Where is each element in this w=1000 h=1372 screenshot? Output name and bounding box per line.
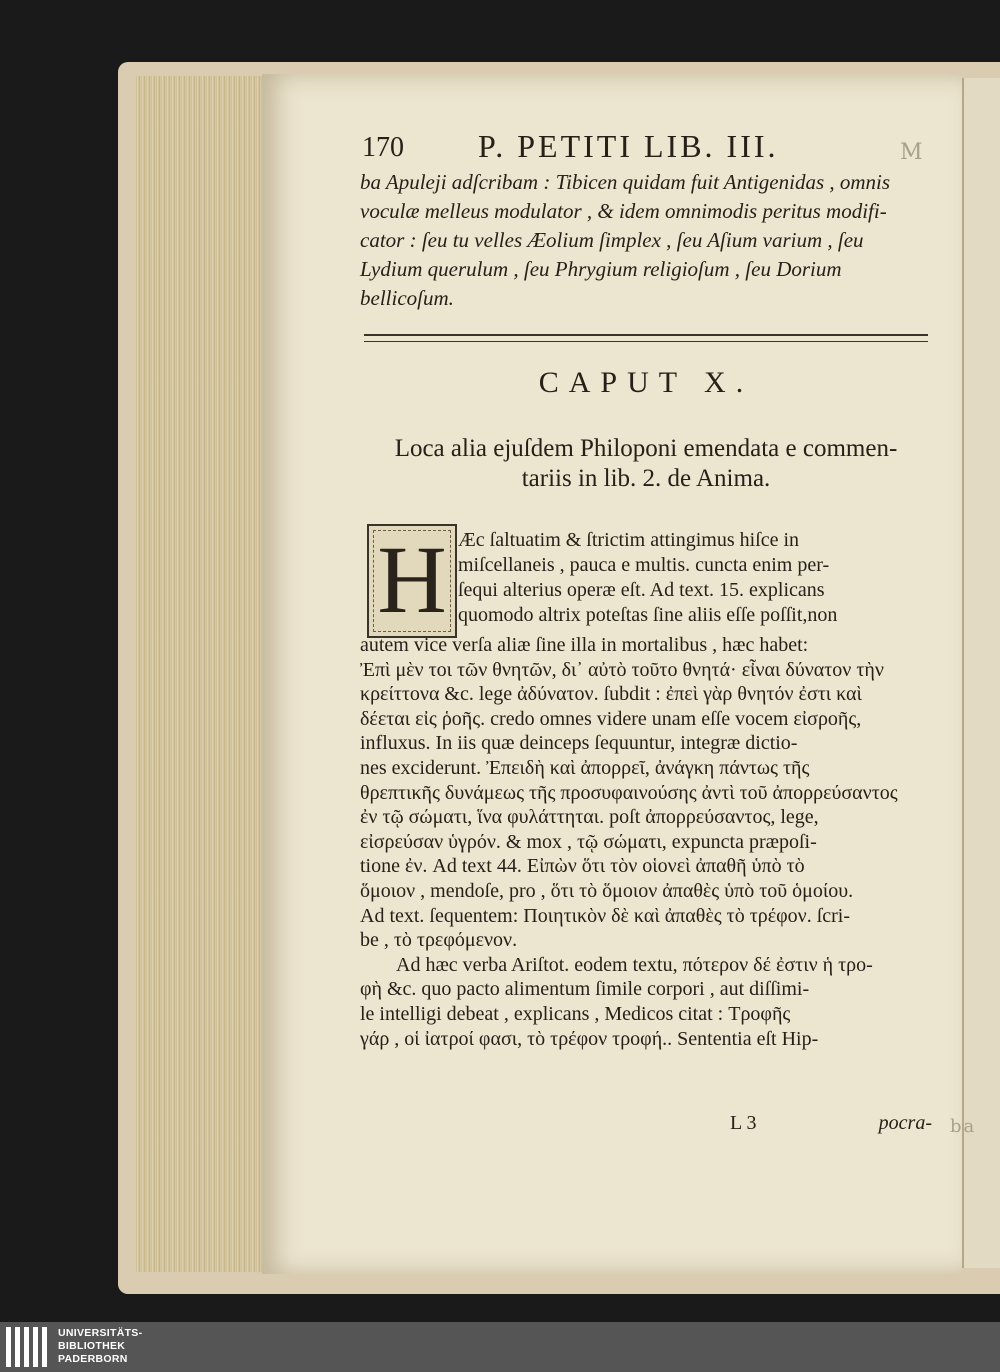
body-line: εἰσρεύσαν ὑγρόν. & mox , τῷ σώματι, expuncta præpoſi- [360,830,817,853]
running-header [362,128,922,168]
first-paragraph-lines [458,528,934,628]
divider-rule [364,334,928,336]
body-line: κρείττονα &c. lege ἀδύνατον. ſubdit : ἐπεὶ γὰρ θνητόν ἐστι καὶ [360,683,862,706]
catchword: pocra- [878,1112,932,1134]
body-line: ὅμοιον , mendoſe, pro , ὅτι τὸ ὅμοιον ἀπαθὲς ὑπὸ τοῦ ὁμοίου. [360,879,854,902]
page-edges [136,76,264,1272]
subtitle-line: Loca alia ejuſdem Philoponi emendata e commen- [394,435,898,462]
body-line: autem vice verſa aliæ ſine illa in mortalibus , hæc habet: [360,634,809,656]
library-footer-bar [0,1322,1000,1372]
divider-rule-thin [364,341,928,342]
body-text [360,633,932,1051]
intro-line: voculæ melleus modulator , & idem omnimodis peritus modifi- [360,199,887,223]
intro-line: cator : ſeu tu velles Æolium ſimplex , ſeu Aſium varium , ſeu [360,228,864,252]
library-name-line: BIBLIOTHEK [58,1340,126,1352]
subtitle-line: tariis in lib. 2. de Anima. [521,465,771,492]
body-line: nes exciderunt. Ἐπειδὴ καὶ ἀπορρεῖ, ἀνάγκη πάντως τῆς [360,756,810,779]
body-line: Ad hæc verba Ariſtot. eodem textu, πότερον δέ ἐστιν ἡ τρο- [396,953,873,976]
library-name-line: PADERBORN [58,1353,128,1365]
body-line: le intelligi debeat , explicans , Medicos citat : Τροφῆς [360,1002,791,1025]
body-line: tione ἐν. Ad text 44. Εἰπὼν ὅτι τὸν οἱονεὶ ἀπαθῆ ὑπὸ τὸ [360,855,805,878]
body-line: Ἐπὶ μὲν τοι τῶν θνητῶν, δι᾽ αὐτὸ τοῦτο θνητά· εἶναι δύνατον τὴν [360,658,884,681]
body-line: influxus. In iis quæ deinceps ſequuntur, integræ dictio- [360,732,798,755]
signature-mark: L 3 [730,1112,757,1134]
intro-line: Lydium querulum , ſeu Phrygium religioſum , ſeu Dorium [360,257,842,281]
intro-line: ba Apuleji adſcribam : Tibicen quidam fuit Antigenidas , omnis [360,170,891,194]
body-line: φὴ &c. quo pacto alimentum ſimile corpori , aut diſſimi- [360,978,810,1001]
intro-line: bellicoſum. [360,286,454,310]
body-line: δέεται εἰς ῥοῆς. credo omnes videre unam eſſe vocem εἰσροῆς, [360,707,862,730]
chapter-subtitle [360,434,932,494]
library-name-line: UNIVERSITÄTS- [58,1327,143,1339]
initial-letter: H [377,526,447,633]
body-line: γάρ , οἱ ἰατροί φασι, τὸ τρέφον τροφή.. Sententia eſt Hip- [360,1027,819,1050]
ornamental-initial-icon [367,524,457,638]
body-line: quomodo altrix poteſtas ſine aliis eſſe poſſit,non [458,604,838,626]
running-title: P. PETITI LIB. III. [478,128,779,164]
body-line: θρεπτικῆς δυνάμεως τῆς προσυφαινούσης ἀντὶ τοῦ ἀπορρεύσαντος [360,781,898,804]
facing-page-edge [962,78,1000,1268]
intro-paragraph [360,168,932,313]
body-line: ſequi alterius operæ eſt. Ad text. 15. explicans [458,579,825,601]
body-line: Ad text. ſequentem: Ποιητικὸν δὲ καὶ ἀπαθὲς τὸ τρέφον. ſcri- [360,904,850,927]
chapter-heading: CAPUT X. [538,366,754,399]
library-name [58,1327,142,1366]
body-line: Æc ſaltuatim & ſtrictim attingimus hiſce in [458,529,800,551]
library-logo-icon [6,1327,48,1367]
facing-page-bleed-top: M [900,140,925,165]
body-line: be , τὸ τρεφόμενον. [360,929,518,952]
body-line: miſcellaneis , pauca e multis. cuncta enim per- [458,554,830,576]
body-line: ἐν τῷ σώματι, ἵνα φυλάττηται. poſt ἀπορρεύσαντος, lege, [360,806,819,829]
page-number: 170 [362,132,404,163]
facing-page-bleed-bottom: ba [950,1116,977,1137]
